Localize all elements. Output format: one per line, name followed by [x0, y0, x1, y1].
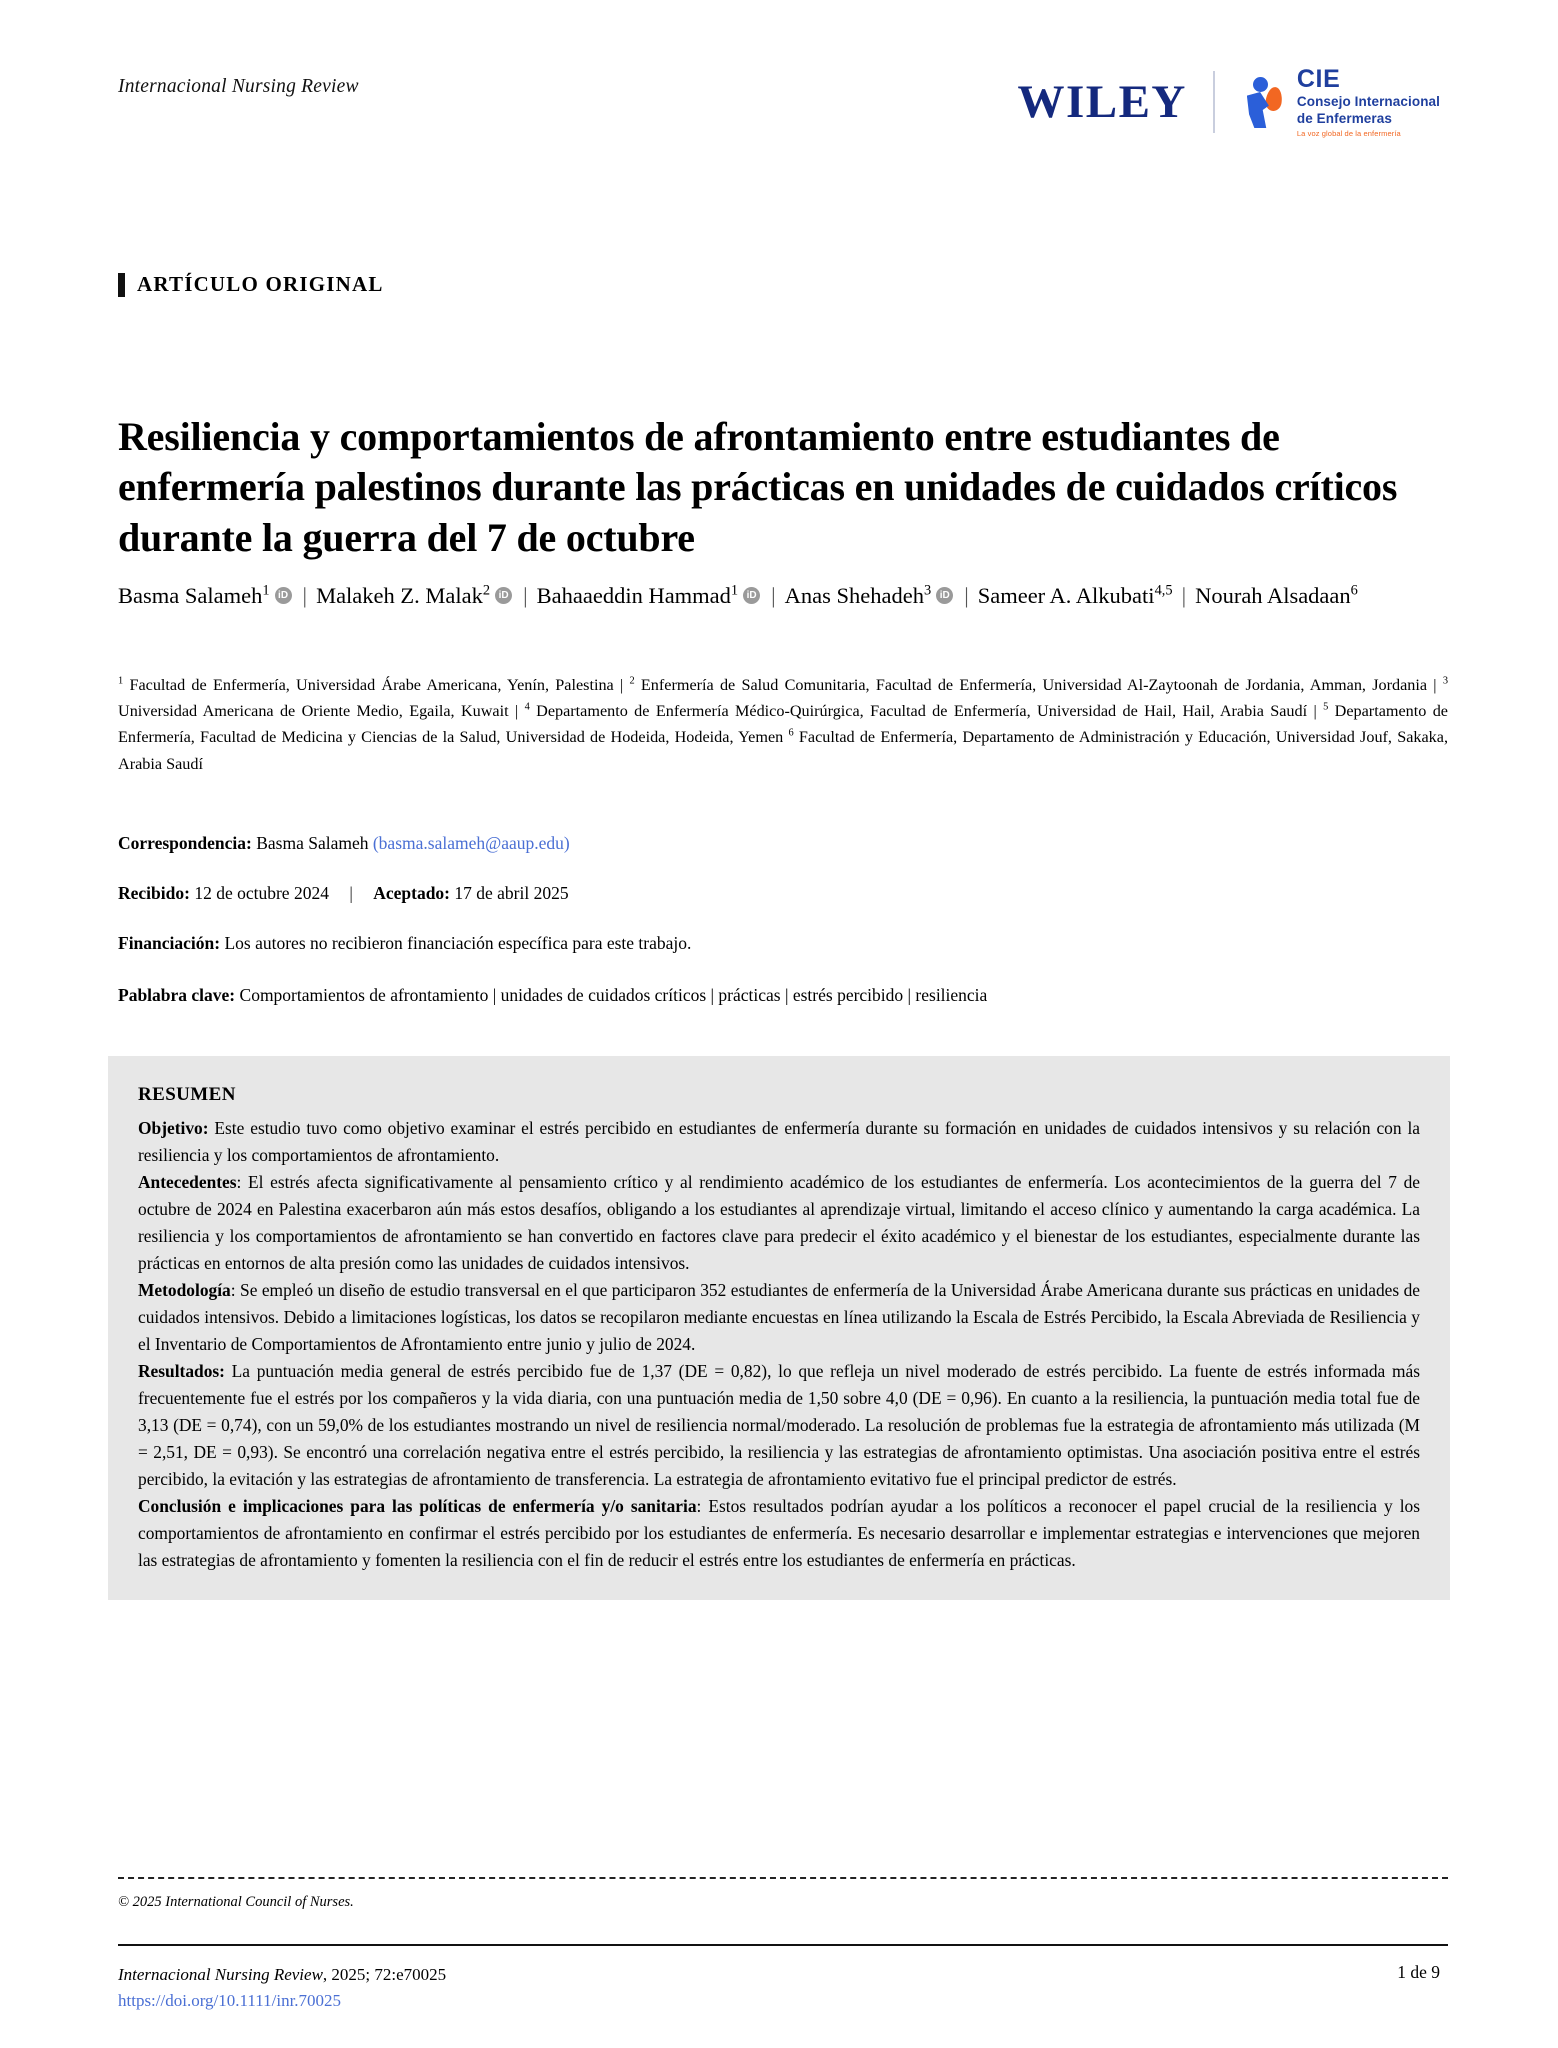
logo-divider: [1213, 71, 1215, 133]
abstract-section-text: : El estrés afecta significativamente al pensamiento crítico y al rendimiento académico de los estudiantes de enfermería. Los acontecimientos de la guerra del 7 de octubre de 2024 en Palestina exacerbaron aún más estos desafíos, obligando a los estudiantes al aprendizaje virtual, limitando el acceso clínico y aumentando la carga académica. La resiliencia y los comportamientos de afrontamiento se han convertido en factores clave para predecir el éxito académico y el bienestar de los estudiantes, especialmente durante las prácticas en entornos de alta presión como las unidades de cuidados intensivos.: [138, 1172, 1420, 1274]
abstract-section-label: Antecedentes: [138, 1172, 237, 1193]
author-list: [118, 580, 1448, 613]
abstract-heading: RESUMEN: [138, 1084, 236, 1105]
abstract-section-label: Metodología: [138, 1280, 231, 1301]
affiliation-marker: 2: [629, 675, 635, 687]
cie-logo: [1241, 66, 1440, 137]
article-type-banner: [118, 272, 384, 297]
funding-label: Financiación:: [118, 933, 221, 953]
abstract-section: [138, 1277, 1420, 1358]
article-type-accent-bar: [118, 273, 125, 297]
footer-solid-rule: [118, 1944, 1448, 1946]
author-separator: |: [771, 583, 776, 608]
cie-tagline: La voz global de la enfermería: [1296, 128, 1401, 138]
correspondence-email-link[interactable]: (basma.salameh@aaup.edu): [372, 833, 570, 853]
abstract-section: [138, 1115, 1420, 1169]
author-separator: |: [523, 583, 528, 608]
orcid-icon[interactable]: [275, 587, 292, 604]
cie-title: CIE: [1296, 65, 1341, 94]
author-separator: |: [964, 583, 969, 608]
affiliation-marker: 1: [118, 675, 124, 687]
page-title: Resiliencia y comportamientos de afrontamiento entre estudiantes de enfermería palestinos durante las prácticas en unidades de cuidados críticos durante la guerra del 7 de octubre: [118, 413, 1398, 560]
keywords-label: Pablabra clave:: [118, 985, 236, 1005]
footer-dashed-rule: [118, 1877, 1448, 1879]
abstract-section: [138, 1358, 1420, 1493]
accepted-label: Aceptado:: [373, 883, 451, 903]
keywords-value: Comportamientos de afrontamiento | unidades de cuidados críticos | prácticas | estrés percibido | resiliencia: [239, 985, 988, 1005]
publisher-logos: [1017, 62, 1440, 142]
footer-citation-block: [118, 1962, 446, 2015]
author-affiliation-marker: 2: [482, 582, 491, 599]
abstract-section-text: Este estudio tuvo como objetivo examinar el estrés percibido en estudiantes de enfermería durante su formación en unidades de cuidados intensivos y su relación con la resiliencia y los comportamientos de afrontamiento.: [138, 1118, 1420, 1166]
orcid-icon[interactable]: [495, 587, 512, 604]
abstract-section-label: Conclusión e implicaciones para las políticas de enfermería y/o sanitaria: [138, 1496, 697, 1516]
journal-name: Internacional Nursing Review: [118, 1965, 323, 1984]
author-name: Bahaaeddin Hammad$^1$: [536, 582, 739, 608]
affiliation-marker: 5: [1323, 701, 1329, 713]
page-number: 1 de 9: [1397, 1962, 1440, 1982]
wiley-logo: WILEY: [1017, 75, 1187, 128]
correspondence-name: Basma Salameh: [256, 833, 369, 853]
author-name: Basma Salameh$^1$: [118, 582, 270, 608]
abstract-section-text: La puntuación media general de estrés percibido fue de 1,37 (DE = 0,82), lo que refleja un nivel moderado de estrés percibido. La fuente de estrés informada más frecuentemente fue el estrés por los compañeros y la vida diaria, con una puntuación media de 1,50 sobre 4,0 (DE = 0,96). En cuanto a la resiliencia, la puntuación media total fue de 3,13 (DE = 0,74), con un 59,0% de los estudiantes mostrando un nivel de resiliencia normal/moderado. La resolución de problemas fue la estrategia de afrontamiento más utilizada (M = 2,51, DE = 0,93). Se encontró una correlación negativa entre el estrés percibido, la resiliencia y las estrategias de afrontamiento optimistas. Una asociación positiva entre el estrés percibido, la evitación y las estrategias de afrontamiento de transferencia. La estrategia de afrontamiento evitativo fue el principal predictor de estrés.: [138, 1361, 1420, 1490]
keywords-line: [118, 982, 1448, 1008]
abstract-section-label: Objetivo:: [138, 1118, 209, 1139]
author-name: Malakeh Z. Malak$^2$: [316, 582, 491, 608]
author-affiliation-marker: 1: [262, 582, 270, 599]
cie-subtitle-line2: de Enfermeras: [1296, 110, 1392, 126]
received-value: 12 de octubre 2024: [194, 883, 329, 903]
cie-subtitle-line1: Consejo Internacional: [1296, 94, 1440, 110]
affiliation-marker: 3: [1442, 675, 1448, 687]
author-separator: |: [302, 583, 308, 608]
received-label: Recibido:: [118, 883, 190, 903]
journal-volume: , 2025; 72:e70025: [322, 1965, 447, 1984]
abstract-section-label: Resultados:: [138, 1361, 225, 1382]
copyright-notice: © 2025 International Council of Nurses.: [118, 1894, 354, 1910]
abstract-box: [108, 1056, 1450, 1600]
orcid-icon[interactable]: [936, 587, 953, 604]
nurse-figure-icon: [1241, 73, 1285, 131]
author-name: Anas Shehadeh$^3$: [784, 582, 932, 608]
funding-value: Los autores no recibieron financiación específica para este trabajo.: [224, 933, 692, 953]
author-separator: |: [1181, 583, 1187, 608]
journal-citation: [118, 1962, 446, 1988]
abstract-section-text: : Estos resultados podrían ayudar a los políticos a reconocer el papel crucial de la resiliencia y los comportamientos de afrontamiento en confirmar el estrés percibido por los estudiantes de enfermería. Es necesario desarrollar e implementar estrategias e intervenciones que mejoren las estrategias de afrontamiento y fomenten la resiliencia con el fin de reducir el estrés entre los estudiantes de enfermería en prácticas.: [138, 1496, 1421, 1570]
accepted-value: 17 de abril 2025: [454, 883, 569, 903]
affiliation-marker: 6: [788, 728, 794, 740]
correspondence-line: [118, 830, 1448, 856]
author-affiliation-marker: 3: [923, 582, 932, 599]
orcid-icon[interactable]: [743, 587, 760, 604]
dates-separator: |: [349, 883, 353, 903]
abstract-section: [138, 1493, 1420, 1574]
abstract-section: [138, 1169, 1420, 1277]
affiliation-marker: 4: [524, 701, 530, 713]
article-type-label: ARTÍCULO ORIGINAL: [137, 272, 384, 296]
author-affiliation-marker: 6: [1350, 582, 1358, 599]
correspondence-label: Correspondencia:: [118, 833, 252, 853]
funding-line: [118, 930, 1448, 956]
dates-line: [118, 880, 1448, 906]
running-head: Internacional Nursing Review: [118, 76, 359, 97]
abstract-section-text: : Se empleó un diseño de estudio transversal en el que participaron 352 estudiantes de enfermería de la Universidad Árabe Americana durante sus prácticas en unidades de cuidados intensivos. Debido a limitaciones logísticas, los datos se recopilaron mediante encuestas en línea utilizando la Escala de Estrés Percibido, la Escala Abreviada de Resiliencia y el Inventario de Comportamientos de Afrontamiento entre junio y julio de 2024.: [138, 1280, 1420, 1355]
doi-link[interactable]: https://doi.org/10.1111/inr.70025: [118, 1991, 342, 2011]
author-affiliation-marker: 4,5: [1154, 582, 1173, 599]
author-name: Nourah Alsadaan$^6$: [1195, 582, 1358, 608]
affiliations: $^1$ Facultad de Enfermería, Universidad Árabe Americana, Yenín, Palestina | $^2$ Enfermería de Salud Comunitaria, Facultad de Enfermería, Universidad Al-Zaytoonah de Jordania, Amman, Jordania | $^3$ Universidad Americana de Oriente Medio, Egaila, Kuwait | $^4$ Departamento de Enfermería Médico-Quirúrgica, Facultad de Enfermería, Universidad de Hail, Hail, Arabia Saudí | $^5$ Departamento de Enfermería, Facultad de Medicina y Ciencias de la Salud, Universidad de Hodeida, Hodeida, Yemen $^6$ Facultad de Enfermería, Departamento de Administración y Educación, Universidad Jouf, Sakaka, Arabia Saudí: [118, 675, 1448, 773]
author-name: Sameer A. Alkubati$^{4,5}$: [977, 582, 1173, 608]
author-affiliation-marker: 1: [730, 582, 739, 599]
